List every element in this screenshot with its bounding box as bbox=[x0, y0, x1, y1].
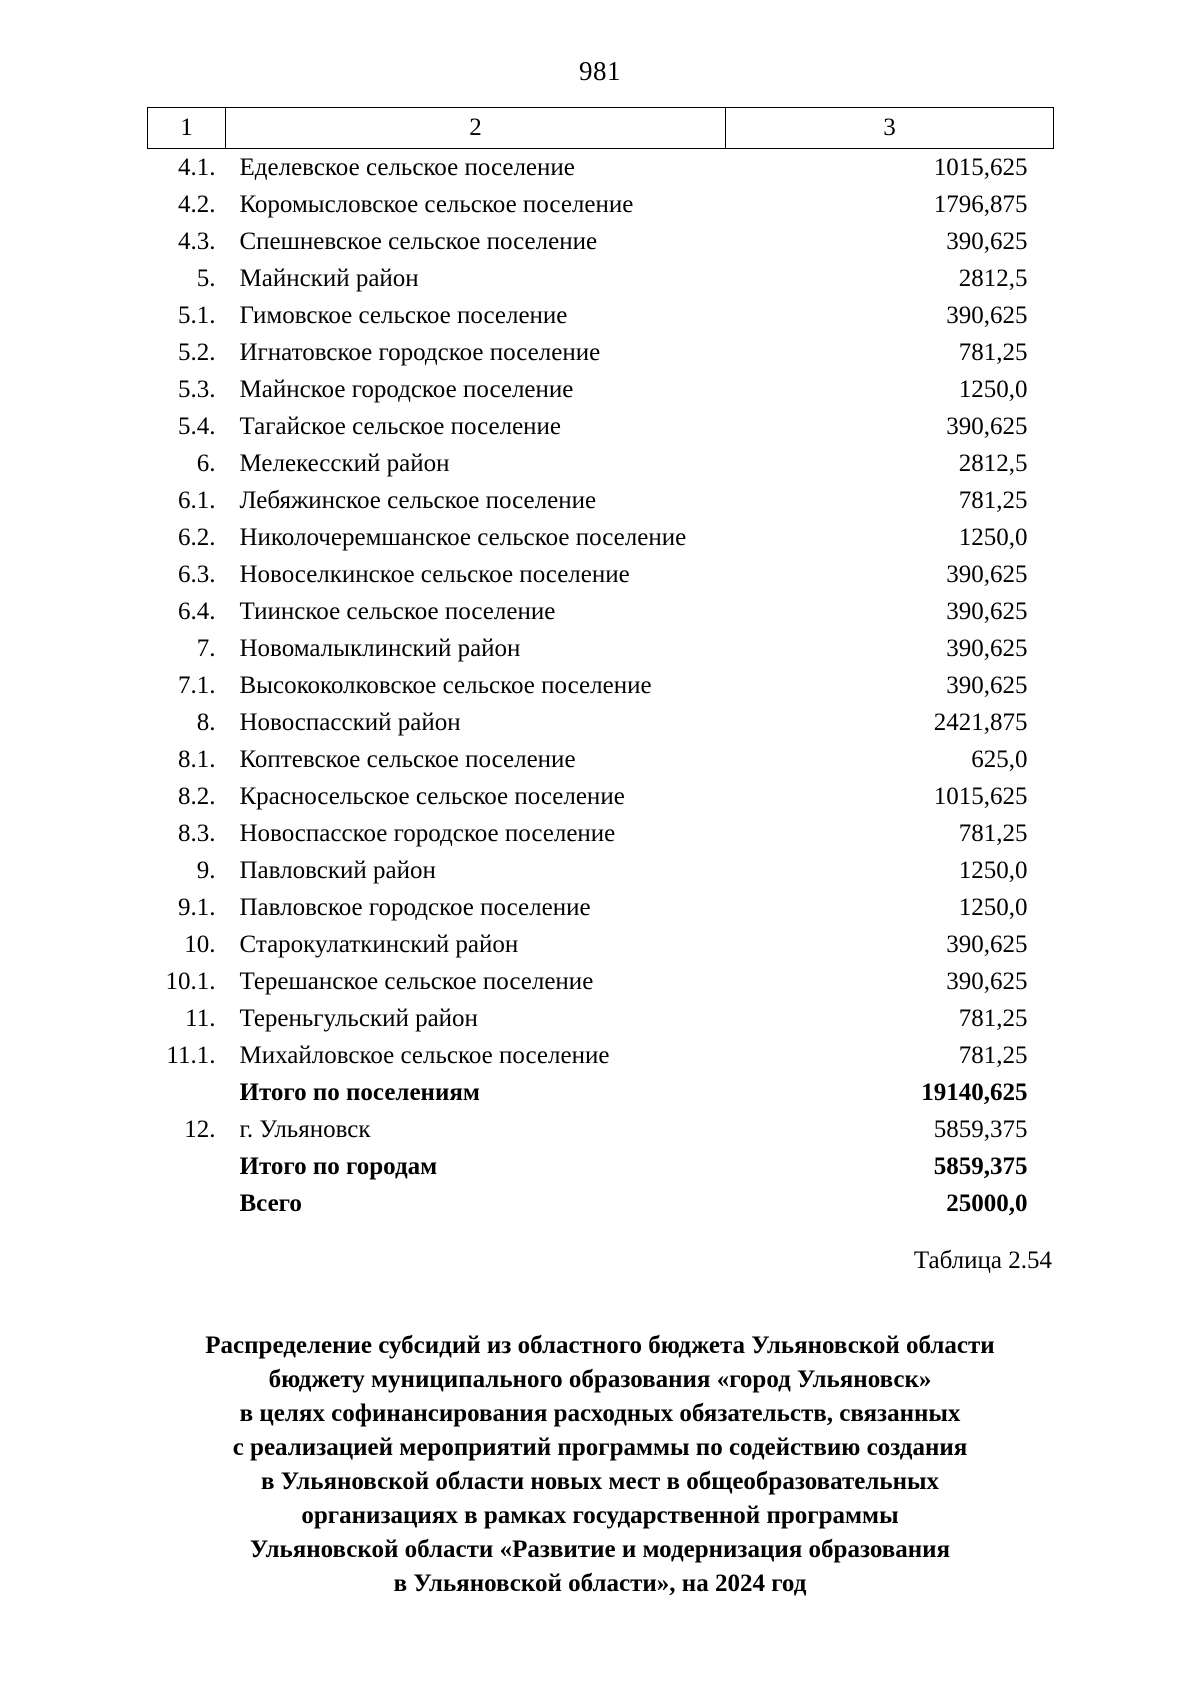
table-row bbox=[148, 889, 1054, 926]
table-row bbox=[148, 963, 1054, 1000]
column-header-1: 1 bbox=[148, 108, 226, 149]
row-amount: 781,25 bbox=[958, 1042, 1028, 1069]
row-name: Старокулаткинский район bbox=[239, 931, 519, 958]
row-name: Павловский район bbox=[239, 857, 436, 884]
table-row bbox=[148, 667, 1054, 704]
table-row bbox=[148, 149, 1054, 187]
row-name: Тагайское сельское поселение bbox=[239, 413, 562, 440]
row-amount: 625,0 bbox=[971, 746, 1028, 773]
row-name: Новоспасское городское поселение bbox=[239, 820, 616, 847]
row-number: 5. bbox=[196, 265, 216, 292]
row-name: Тиинское сельское поселение bbox=[239, 598, 556, 625]
title-line: организациях в рамках государственной программы bbox=[301, 1502, 899, 1529]
row-amount: 390,625 bbox=[946, 931, 1028, 958]
row-amount: 781,25 bbox=[958, 487, 1028, 514]
row-number: 4.1. bbox=[178, 154, 216, 181]
row-number: 9.1. bbox=[178, 894, 216, 921]
row-name: Мелекесский район bbox=[239, 450, 450, 477]
title-line: в целях софинансирования расходных обязательств, связанных bbox=[239, 1400, 961, 1427]
row-number: 6.2. bbox=[178, 524, 216, 551]
row-name: Коромысловское сельское поселение bbox=[239, 191, 634, 218]
row-name: Павловское городское поселение bbox=[239, 894, 591, 921]
table-total-row bbox=[148, 1074, 1054, 1111]
table-row bbox=[148, 778, 1054, 815]
row-number: 5.2. bbox=[178, 339, 216, 366]
table-row bbox=[148, 1037, 1054, 1074]
row-name: Итого по городам bbox=[239, 1153, 438, 1180]
row-name: Красносельское сельское поселение bbox=[239, 783, 625, 810]
row-number: 11. bbox=[185, 1005, 216, 1032]
title-line: Распределение субсидий из областного бюджета Ульяновской области bbox=[205, 1332, 995, 1359]
row-name: Всего bbox=[239, 1190, 302, 1217]
row-name: Итого по поселениям bbox=[239, 1079, 480, 1106]
row-amount: 1250,0 bbox=[958, 376, 1028, 403]
row-name: г. Ульяновск bbox=[239, 1116, 371, 1143]
row-amount: 781,25 bbox=[958, 1005, 1028, 1032]
column-header-3: 3 bbox=[726, 108, 1054, 149]
row-number: 8.2. bbox=[178, 783, 216, 810]
row-amount: 1250,0 bbox=[958, 524, 1028, 551]
row-number: 5.3. bbox=[178, 376, 216, 403]
row-number: 4.2. bbox=[178, 191, 216, 218]
row-amount: 2812,5 bbox=[958, 450, 1028, 477]
row-name: Коптевское сельское поселение bbox=[239, 746, 576, 773]
row-amount: 390,625 bbox=[946, 635, 1028, 662]
row-number: 6.1. bbox=[178, 487, 216, 514]
row-name: Тереньгульский район bbox=[239, 1005, 478, 1032]
table-row bbox=[148, 186, 1054, 223]
table-title bbox=[140, 1329, 1060, 1601]
table-row bbox=[148, 593, 1054, 630]
row-amount: 390,625 bbox=[946, 302, 1028, 329]
row-amount: 1250,0 bbox=[958, 894, 1028, 921]
row-name: Михайловское сельское поселение bbox=[239, 1042, 610, 1069]
row-name: Терешанское сельское поселение bbox=[239, 968, 594, 995]
title-line: с реализацией мероприятий программы по содействию создания bbox=[232, 1434, 968, 1461]
table-row bbox=[148, 704, 1054, 741]
row-number bbox=[148, 1148, 226, 1185]
table-row bbox=[148, 556, 1054, 593]
table-number-label: Таблица 2.54 bbox=[913, 1247, 1052, 1274]
row-name: Новомалыклинский район bbox=[239, 635, 521, 662]
row-amount: 390,625 bbox=[946, 968, 1028, 995]
table-row bbox=[148, 630, 1054, 667]
row-number: 4.3. bbox=[178, 228, 216, 255]
row-amount: 25000,0 bbox=[946, 1190, 1028, 1217]
row-name: Новоселкинское сельское поселение bbox=[239, 561, 630, 588]
row-name: Николочеремшанское сельское поселение bbox=[239, 524, 687, 551]
table-row bbox=[148, 815, 1054, 852]
table-row bbox=[148, 741, 1054, 778]
table-row bbox=[148, 852, 1054, 889]
table-row bbox=[148, 926, 1054, 963]
title-line: в Ульяновской области», на 2024 год bbox=[393, 1570, 807, 1597]
table-total-row bbox=[148, 1148, 1054, 1185]
table-row bbox=[148, 1111, 1054, 1148]
table-row bbox=[148, 223, 1054, 260]
page-number: 981 bbox=[579, 56, 621, 86]
table-body bbox=[148, 149, 1054, 1223]
row-number bbox=[148, 1074, 226, 1111]
row-number: 8.3. bbox=[178, 820, 216, 847]
row-number: 10.1. bbox=[165, 968, 216, 995]
row-number: 7. bbox=[196, 635, 216, 662]
row-number: 11.1. bbox=[166, 1042, 216, 1069]
row-name: Майнский район bbox=[239, 265, 419, 292]
row-amount: 390,625 bbox=[946, 672, 1028, 699]
row-amount: 390,625 bbox=[946, 561, 1028, 588]
row-number: 5.4. bbox=[178, 413, 216, 440]
subsidy-distribution-table bbox=[147, 107, 1054, 1222]
table-header-row bbox=[148, 108, 1054, 149]
title-line: бюджету муниципального образования «город Ульяновск» bbox=[268, 1366, 932, 1393]
row-number: 8.1. bbox=[178, 746, 216, 773]
row-amount: 2812,5 bbox=[958, 265, 1028, 292]
table-row bbox=[148, 260, 1054, 297]
row-amount: 390,625 bbox=[946, 228, 1028, 255]
row-number: 7.1. bbox=[178, 672, 216, 699]
row-number: 9. bbox=[196, 857, 216, 884]
row-number: 6.3. bbox=[178, 561, 216, 588]
row-amount: 390,625 bbox=[946, 598, 1028, 625]
row-name: Еделевское сельское поселение bbox=[239, 154, 575, 181]
row-amount: 5859,375 bbox=[933, 1116, 1028, 1143]
row-name: Лебяжинское сельское поселение bbox=[239, 487, 597, 514]
table-row bbox=[148, 1000, 1054, 1037]
title-line: Ульяновской области «Развитие и модернизация образования bbox=[249, 1536, 951, 1563]
row-amount: 2421,875 bbox=[933, 709, 1028, 736]
row-name: Майнское городское поселение bbox=[239, 376, 574, 403]
row-number: 10. bbox=[184, 931, 216, 958]
row-name: Новоспасский район bbox=[239, 709, 461, 736]
row-number: 6. bbox=[196, 450, 216, 477]
table-row bbox=[148, 519, 1054, 556]
row-name: Игнатовское городское поселение bbox=[239, 339, 601, 366]
row-number: 6.4. bbox=[178, 598, 216, 625]
table-row bbox=[148, 334, 1054, 371]
table-total-row bbox=[148, 1185, 1054, 1222]
subsidy-table-container bbox=[147, 107, 1053, 1222]
row-amount: 19140,625 bbox=[921, 1079, 1028, 1106]
row-amount: 1015,625 bbox=[933, 154, 1028, 181]
row-name: Высококолковское сельское поселение bbox=[239, 672, 652, 699]
row-number: 8. bbox=[196, 709, 216, 736]
row-amount: 1250,0 bbox=[958, 857, 1028, 884]
row-amount: 1796,875 bbox=[933, 191, 1028, 218]
row-amount: 781,25 bbox=[958, 820, 1028, 847]
row-name: Гимовское сельское поселение bbox=[239, 302, 568, 329]
row-amount: 5859,375 bbox=[933, 1153, 1028, 1180]
table-row bbox=[148, 445, 1054, 482]
table-row bbox=[148, 371, 1054, 408]
table-row bbox=[148, 482, 1054, 519]
row-number: 5.1. bbox=[178, 302, 216, 329]
row-amount: 390,625 bbox=[946, 413, 1028, 440]
title-line: в Ульяновской области новых мест в общеобразовательных bbox=[260, 1468, 940, 1495]
row-number bbox=[148, 1185, 226, 1222]
row-amount: 1015,625 bbox=[933, 783, 1028, 810]
column-header-2: 2 bbox=[226, 108, 726, 149]
row-amount: 781,25 bbox=[958, 339, 1028, 366]
table-header bbox=[148, 108, 1054, 149]
table-row bbox=[148, 408, 1054, 445]
row-name: Спешневское сельское поселение bbox=[239, 228, 598, 255]
row-number: 12. bbox=[184, 1116, 216, 1143]
table-row bbox=[148, 297, 1054, 334]
